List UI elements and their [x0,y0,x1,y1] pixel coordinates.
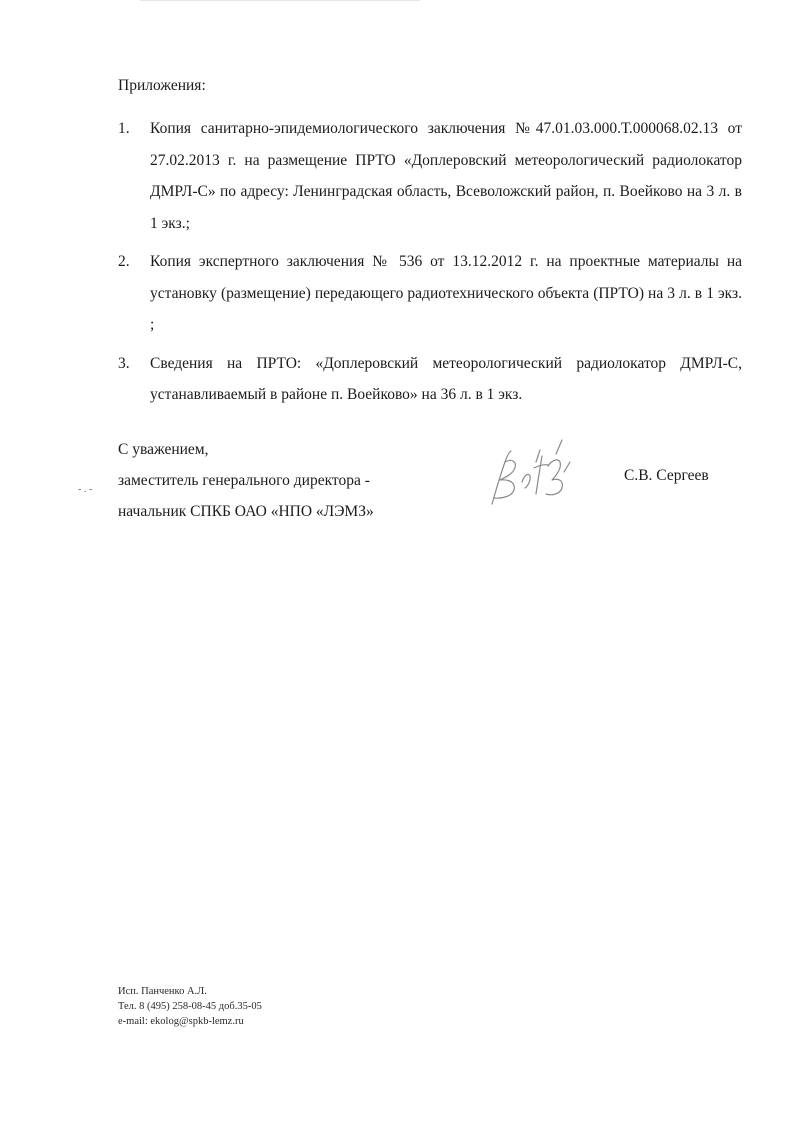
annex-item-text: Копия экспертного заключения № 536 от 13.12.2012 г. на проектные материалы на установку (размещение) передающего радиотехнического объекта (ПРТО) на 3 л. в 1 экз. ; [150,253,742,333]
annex-item-3 [118,348,742,411]
annex-heading: Приложения: [118,77,206,94]
signer-name: С.В. Сергеев [624,467,709,484]
annex-item-number: 1. [118,120,130,137]
annex-item-1 [118,113,742,239]
closing-block [118,434,374,527]
annex-item-2 [118,246,742,341]
signer-position-line1: заместитель генерального директора - [118,472,370,489]
closing-regards: С уважением, [118,441,209,458]
handwritten-signature [478,432,598,512]
annex-item-number: 2. [118,253,130,270]
annex-list [118,113,742,418]
annex-item-text: Копия санитарно-эпидемиологического заключения №47.01.03.000.Т.000068.02.13 от 27.02.2013 г. на размещение ПРТО «Доплеровский метеорологический радиолокатор ДМРЛ-С» по адресу: Ленинградская область, Всеволожский район, п. Воейково на 3 л. в 1 экз.; [150,120,742,232]
signer-position-line2: начальник СПКБ ОАО «НПО «ЛЭМЗ» [118,503,374,520]
scan-edge [140,0,420,1]
email-line: e-mail: ekolog@spkb-lemz.ru [118,1016,244,1027]
footer-contacts [118,984,262,1029]
executor-line: Исп. Панченко А.Л. [118,986,207,997]
annex-item-number: 3. [118,354,130,372]
phone-line: Тел. 8 (495) 258-08-45 доб.35-05 [118,1001,262,1012]
annex-item-text: Сведения на ПРТО: «Доплеровский метеорологический радиолокатор ДМРЛ-С, устанавливаемый в районе п. Воейково» на 36 л. в 1 экз. [150,354,742,403]
margin-mark: - . - [78,484,93,495]
